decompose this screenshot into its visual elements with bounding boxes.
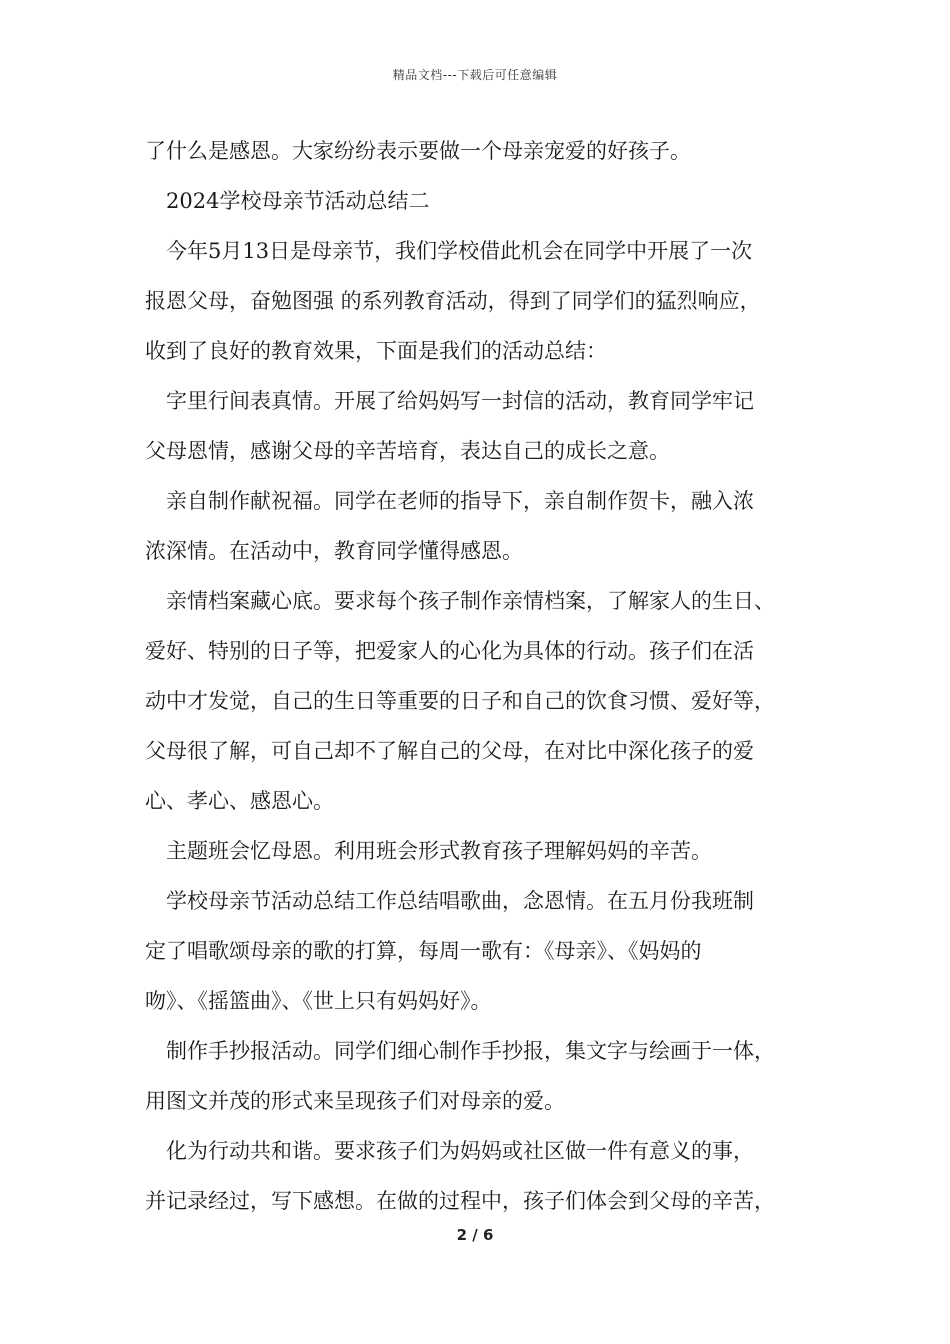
text-line: 报恩父母，奋勉图强 的系列教育活动，得到了同学们的猛烈响应， xyxy=(145,289,761,313)
text-line: 2024学校母亲节活动总结二 xyxy=(166,189,430,213)
text-line: 主题班会忆母恩。利用班会形式教育孩子理解妈妈的辛苦。 xyxy=(166,839,712,863)
text-line: 并记录经过，写下感想。在做的过程中，孩子们体会到父母的辛苦， xyxy=(145,1189,775,1213)
page-header: 精品文档---下载后可任意编辑 xyxy=(392,68,558,82)
text-line: 化为行动共和谐。要求孩子们为妈妈或社区做一件有意义的事， xyxy=(166,1139,754,1163)
text-line: 收到了良好的教育效果，下面是我们的活动总结： xyxy=(145,339,607,363)
text-line: 学校母亲节活动总结工作总结唱歌曲，念恩情。在五月份我班制 xyxy=(166,889,754,913)
text-line: 亲情档案藏心底。要求每个孩子制作亲情档案，了解家人的生日、 xyxy=(166,589,775,613)
text-line: 定了唱歌颂母亲的歌的打算，每周一歌有：《母亲》、《妈妈的 xyxy=(145,939,702,963)
text-line: 爱好、特别的日子等，把爱家人的心化为具体的行动。孩子们在活 xyxy=(145,639,754,663)
text-line: 亲自制作献祝福。同学在老师的指导下，亲自制作贺卡，融入浓 xyxy=(166,489,754,513)
text-line: 用图文并茂的形式来呈现孩子们对母亲的爱。 xyxy=(145,1089,565,1113)
text-line: 心、孝心、感恩心。 xyxy=(145,789,334,813)
text-line: 父母恩情，感谢父母的辛苦培育，表达自己的成长之意。 xyxy=(145,439,670,463)
text-line: 浓深情。在活动中，教育同学懂得感恩。 xyxy=(145,539,523,563)
text-line: 今年5月13日是母亲节，我们学校借此机会在同学中开展了一次 xyxy=(166,239,753,263)
text-line: 动中才发觉，自己的生日等重要的日子和自己的饮食习惯、爱好等， xyxy=(145,689,775,713)
text-line: 了什么是感恩。大家纷纷表示要做一个母亲宠爱的好孩子。 xyxy=(145,139,691,163)
page-number: 2 / 6 xyxy=(456,1226,494,1244)
text-line: 父母很了解，可自己却不了解自己的父母，在对比中深化孩子的爱 xyxy=(145,739,754,763)
document-body xyxy=(145,126,815,1226)
text-line: 制作手抄报活动。同学们细心制作手抄报，集文字与绘画于一体， xyxy=(166,1039,775,1063)
text-line: 吻》、《摇篮曲》、《世上只有妈妈好》。 xyxy=(145,989,492,1013)
text-line: 字里行间表真情。开展了给妈妈写一封信的活动，教育同学牢记 xyxy=(166,389,754,413)
